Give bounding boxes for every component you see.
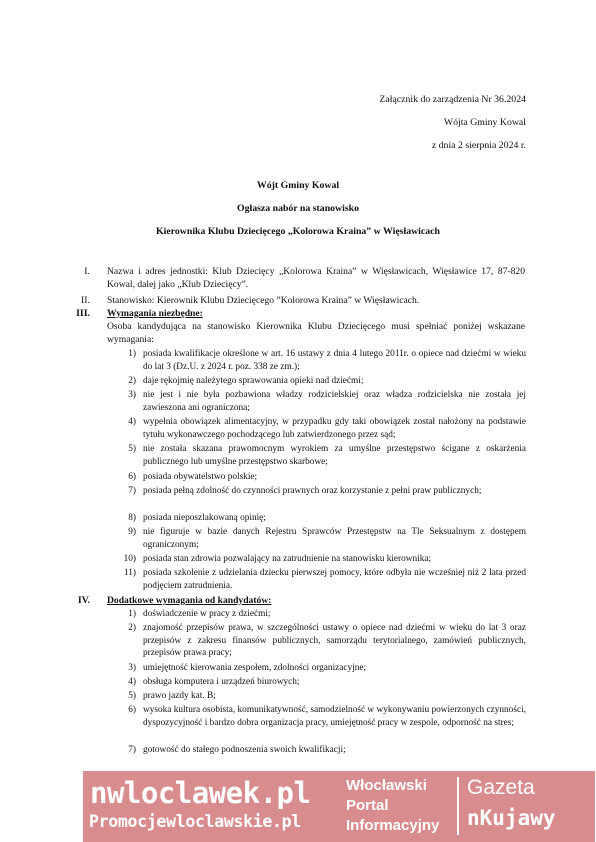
list-item-number: 3)	[128, 390, 136, 400]
list-item-number: 5)	[128, 444, 136, 454]
list-item-number: 5)	[128, 691, 136, 701]
list-item-number: 8)	[128, 513, 136, 523]
list-item-number: 6)	[128, 472, 136, 482]
attachment-header-line2: Wójta Gminy Kowal	[443, 117, 526, 128]
list-item-number: 7)	[128, 486, 136, 496]
kujawy-logo-text[interactable]: nKujawy	[467, 806, 556, 830]
list-item-text: doświadczenie w pracy z dziećmi;	[143, 609, 271, 619]
list-item-text: posiada nieposzlakowaną opinię;	[143, 513, 266, 523]
site-logo-text[interactable]: nwloclawek.pl	[90, 776, 311, 810]
list-item-text: wypełnia obowiązek alimentacyjny, w przypadku gdy taki obowiązek został nałożony na podstawie tytułu wykonawczego pochodzącego lub zatwierdzonego przez sąd;	[143, 417, 526, 440]
list-item-number: 4)	[128, 677, 136, 687]
gazeta-label: Gazeta	[467, 776, 535, 799]
section-number: IV.	[77, 595, 90, 606]
list-item-text: nie została skazana prawomocnym wyrokiem za umyślne przestępstwo ścigane z oskarżenia publicznego lub umyślne przestępstwo skarbowe;	[143, 444, 526, 467]
promo-site-text[interactable]: Promocjewloclawskie.pl	[89, 812, 301, 831]
list-item-number: 11)	[123, 568, 136, 578]
section-heading: Wymagania niezbędne:	[107, 308, 203, 319]
title-line3: Kierownika Klubu Dziecięcego „Kolorowa Kraina” w Więsławicach	[156, 226, 440, 237]
list-item-text: nie figuruje w bazie danych Rejestru Sprawców Przestępstw na Tle Seksualnym z dostępem ograniczonym;	[143, 527, 526, 550]
portal-name-line1: Włocławski	[346, 777, 427, 794]
list-item-number: 3)	[128, 663, 136, 673]
portal-name	[346, 776, 439, 836]
list-item-number: 2)	[128, 376, 136, 386]
portal-name-line3: Informacyjny	[346, 817, 440, 834]
section-number: III.	[76, 308, 90, 319]
section-text: Nazwa i adres jednostki: Klub Dziecięcy „Kolorowa Kraina” w Więsławicach, Więsławice 17, 87-820 Kowal, dalej jako „Klub Dziecięcy”.	[107, 266, 525, 290]
list-item-text: posiada kwalifikacje określone w art. 16 ustawy z dnia 4 lutego 2011r. o opiece nad dziećmi w wieku do lat 3 (Dz.U. z 2024 r. poz. 338 ze zm.);	[143, 349, 526, 372]
list-item-number: 7)	[128, 745, 136, 755]
list-item-text: nie jest i nie była pozbawiona władzy rodzicielskiej oraz władza rodzicielska nie została jej zawieszona ani ograniczona;	[143, 390, 526, 413]
attachment-header-line1: Załącznik do zarządzenia Nr 36.2024	[379, 94, 526, 105]
section-number: I.	[84, 266, 90, 277]
list-item-text: posiada szkolenie z udzielania dziecku pierwszej pomocy, które odbyła nie wcześniej niż 2 lata przed podjęciem zatrudnienia.	[143, 568, 526, 591]
list-item-text: posiada stan zdrowia pozwalający na zatrudnienie na stanowisku kierownika;	[143, 554, 432, 564]
list-item-number: 9)	[128, 527, 136, 537]
portal-name-line2: Portal	[346, 797, 389, 814]
title-line2: Ogłasza nabór na stanowisko	[236, 203, 360, 214]
section-heading: Dodatkowe wymagania od kandydatów:	[107, 595, 272, 606]
list-item-text: gotowość do stałego podnoszenia swoich kwalifikacji;	[143, 745, 346, 755]
list-item-number: 2)	[128, 623, 136, 633]
attachment-header-line3: z dnia 2 sierpnia 2024 r.	[431, 140, 526, 151]
list-item-text: posiada pełną zdolność do czynności prawnych oraz korzystanie z pełni praw publicznych;	[143, 486, 482, 496]
list-item-text: umiejętność kierowania zespołem, zdolności organizacyjne;	[143, 663, 367, 673]
list-item-text: znajomość przepisów prawa, w szczególności ustawy o opiece nad dziećmi w wieku do lat 3 oraz przepisów z zakresu finansów publicznych, samorządu terytorialnego, zamówień publicznych, przepisów prawa pracy;	[143, 623, 526, 659]
list-item-text: prawo jazdy kat. B;	[143, 691, 216, 701]
list-item-number: 4)	[128, 417, 136, 427]
list-item-number: 10)	[123, 554, 136, 564]
section-text: Stanowisko: Kierownik Klubu Dziecięcego ”Kolorowa Kraina” w Więsławicach.	[107, 295, 420, 306]
list-item-text: posiada obywatelstwo polskie;	[143, 472, 258, 482]
list-item-text: obsługa komputera i urządzeń biurowych;	[143, 677, 300, 687]
list-item-number: 1)	[128, 609, 136, 619]
list-item-text: wysoka kultura osobista, komunikatywność, samodzielność w wykonywaniu powierzonych czynności, dyspozycyjność i bardzo dobra organizacja pracy, umiejętność pracy w zespole, odporność na stres;	[143, 705, 526, 728]
title-line1: Wójt Gminy Kowal	[256, 180, 340, 191]
list-item-number: 6)	[128, 705, 136, 715]
list-item-text: daje rękojmię należytego sprawowania opieki nad dziećmi;	[143, 376, 364, 386]
promo-banner[interactable]	[83, 771, 595, 842]
banner-divider	[457, 777, 459, 835]
section-intro: Osoba kandydująca na stanowisko Kierownika Klubu Dziecięcego musi spełniać poniżej wskazane wymagania:	[107, 321, 525, 345]
list-item-number: 1)	[128, 349, 136, 359]
section-number: II.	[81, 295, 90, 306]
